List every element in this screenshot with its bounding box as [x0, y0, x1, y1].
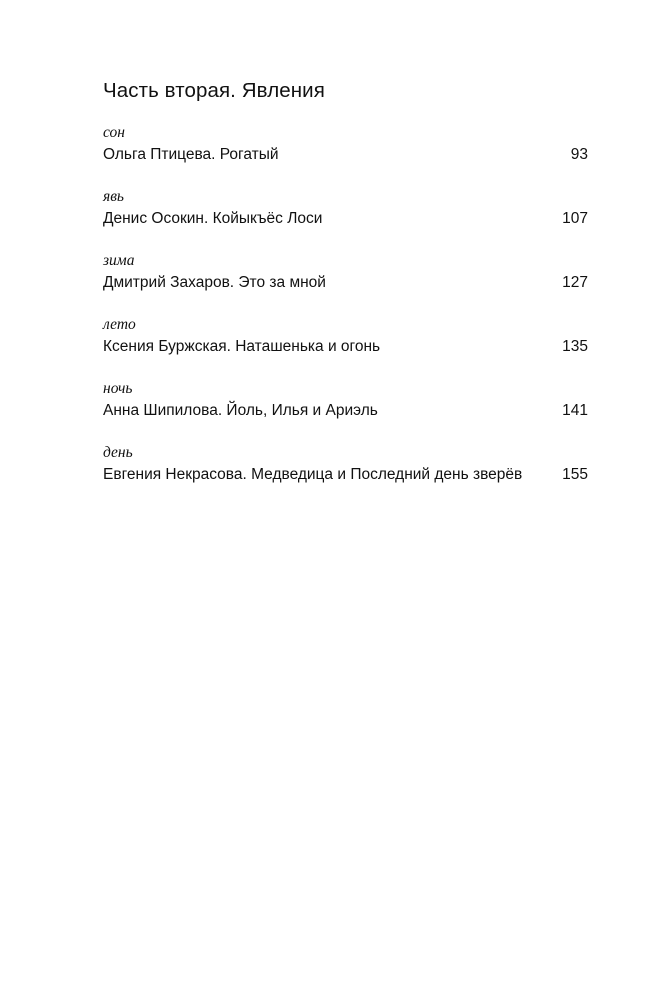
entry-title: Дмитрий Захаров. Это за мной [103, 274, 326, 291]
entry-title: Анна Шипилова. Йоль, Илья и Ариэль [103, 402, 378, 419]
section-label: зима [103, 252, 135, 269]
page-number: 141 [562, 402, 588, 419]
page-number: 93 [570, 146, 588, 163]
toc-line[interactable] [103, 398, 588, 424]
toc-line[interactable] [103, 270, 588, 296]
entry-title: Денис Осокин. Койыкъёс Лоси [103, 210, 323, 227]
toc-line[interactable] [103, 206, 588, 232]
entry-title: Ксения Буржская. Наташенька и огонь [103, 338, 381, 355]
entry-title: Евгения Некрасова. Медведица и Последний день зверёв [103, 466, 523, 483]
page-number: 127 [562, 274, 588, 291]
toc-entry [103, 444, 588, 508]
section-label: явь [103, 188, 124, 205]
entry-title: Ольга Птицева. Рогатый [103, 146, 279, 163]
section-label: день [103, 444, 133, 461]
section-label: ночь [103, 380, 133, 397]
toc-line[interactable] [103, 142, 588, 168]
page-number: 155 [562, 466, 588, 483]
table-of-contents [103, 124, 588, 508]
toc-entry [103, 380, 588, 444]
section-label: сон [103, 124, 125, 141]
toc-line[interactable] [103, 334, 588, 360]
toc-entry [103, 124, 588, 188]
toc-entry [103, 252, 588, 316]
toc-entry [103, 188, 588, 252]
page-number: 135 [562, 338, 588, 355]
page-number: 107 [562, 210, 588, 227]
part-title: Часть вторая. Явления [103, 79, 325, 102]
toc-line[interactable] [103, 462, 588, 488]
section-label: лето [103, 316, 136, 333]
toc-entry [103, 316, 588, 380]
